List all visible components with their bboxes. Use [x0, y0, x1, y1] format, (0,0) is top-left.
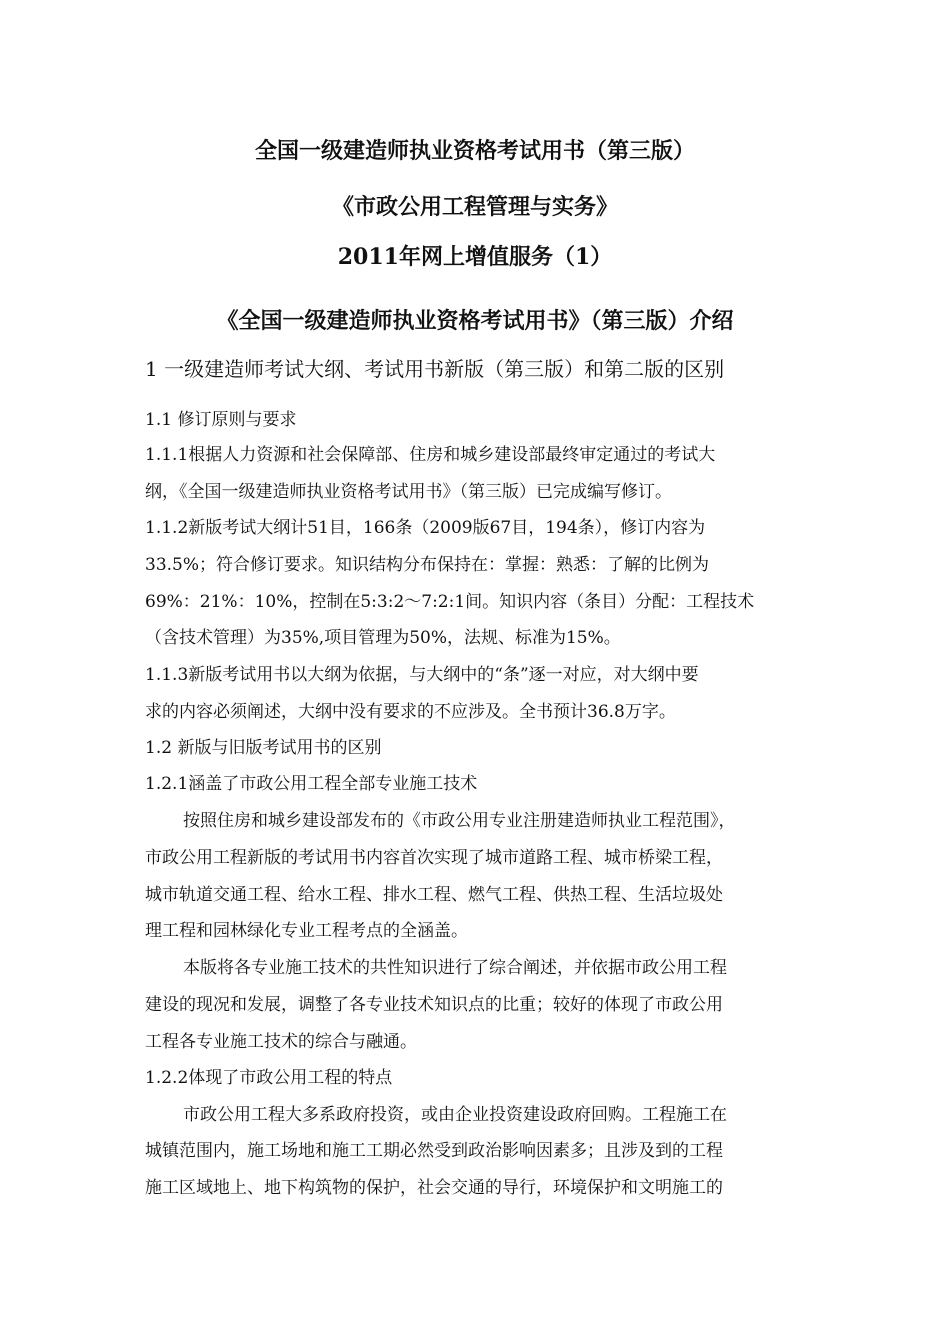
- paragraph-start: 市政公用工程大多系政府投资，或由企业投资建设政府回购。工程施工在: [183, 1105, 727, 1125]
- paragraph-start: 按照住房和城乡建设部发布的《市政公用专业注册建造师执业工程范围》，: [183, 811, 736, 831]
- subsection-heading: 1.2.1涵盖了市政公用工程全部专业施工技术: [145, 774, 478, 794]
- text-line: （含技术管理）为35%,项目管理为50%，法规、标准为15%。: [145, 628, 621, 648]
- text-line: 纲，《全国一级建造师执业资格考试用书》（第三版）已完成编写修订。: [145, 482, 672, 502]
- text-line: 施工区域地上、地下构筑物的保护，社会交通的导行，环境保护和文明施工的: [145, 1178, 723, 1198]
- text-line: 市政公用工程新版的考试用书内容首次实现了城市道路工程、城市桥梁工程，: [145, 848, 723, 868]
- text-line: 1.1.3新版考试用书以大纲为依据，与大纲中的“条”逐一对应，对大纲中要: [145, 665, 699, 685]
- text-line: 建设的现况和发展，调整了各专业技术知识点的比重；较好的体现了市政公用: [145, 995, 723, 1015]
- service-title: 2011年网上增值服务（1）: [337, 244, 613, 270]
- intro-title: 《全国一级建造师执业资格考试用书》（第三版）介绍: [216, 308, 734, 334]
- text-line: 工程各专业施工技术的综合与融通。: [145, 1032, 417, 1052]
- paragraph-start: 本版将各专业施工技术的共性知识进行了综合阐述，并依据市政公用工程: [183, 958, 727, 978]
- text-line: 城市轨道交通工程、给水工程、排水工程、燃气工程、供热工程、生活垃圾处: [145, 885, 723, 905]
- text-line: 33.5%；符合修订要求。知识结构分布保持在：掌握：熟悉：了解的比例为: [145, 555, 710, 575]
- text-line: 69%：21%：10%，控制在5:3:2～7:2:1间。知识内容（条目）分配：工程技术: [145, 592, 755, 612]
- document-title: 全国一级建造师执业资格考试用书（第三版）: [254, 138, 695, 164]
- text-line: 求的内容必须阐述，大纲中没有要求的不应涉及。全书预计36.8万字。: [145, 702, 676, 722]
- text-line: 1.1.1根据人力资源和社会保障部、住房和城乡建设部最终审定通过的考试大: [145, 445, 716, 465]
- subsection-heading: 1.2.2体现了市政公用工程的特点: [145, 1068, 393, 1088]
- section-heading: 1 一级建造师考试大纲、考试用书新版（第三版）和第二版的区别: [145, 357, 725, 381]
- text-line: 理工程和园林绿化专业工程考点的全涵盖。: [145, 921, 468, 941]
- text-line: 城镇范围内，施工场地和施工工期必然受到政治影响因素多；且涉及到的工程: [145, 1141, 723, 1161]
- book-title: 《市政公用工程管理与实务》: [331, 194, 618, 220]
- text-line: 1.1.2新版考试大纲计51目，166条（2009版67目，194条），修订内容为: [145, 518, 706, 538]
- subsection-heading: 1.1 修订原则与要求: [145, 410, 297, 430]
- subsection-heading: 1.2 新版与旧版考试用书的区别: [145, 738, 382, 758]
